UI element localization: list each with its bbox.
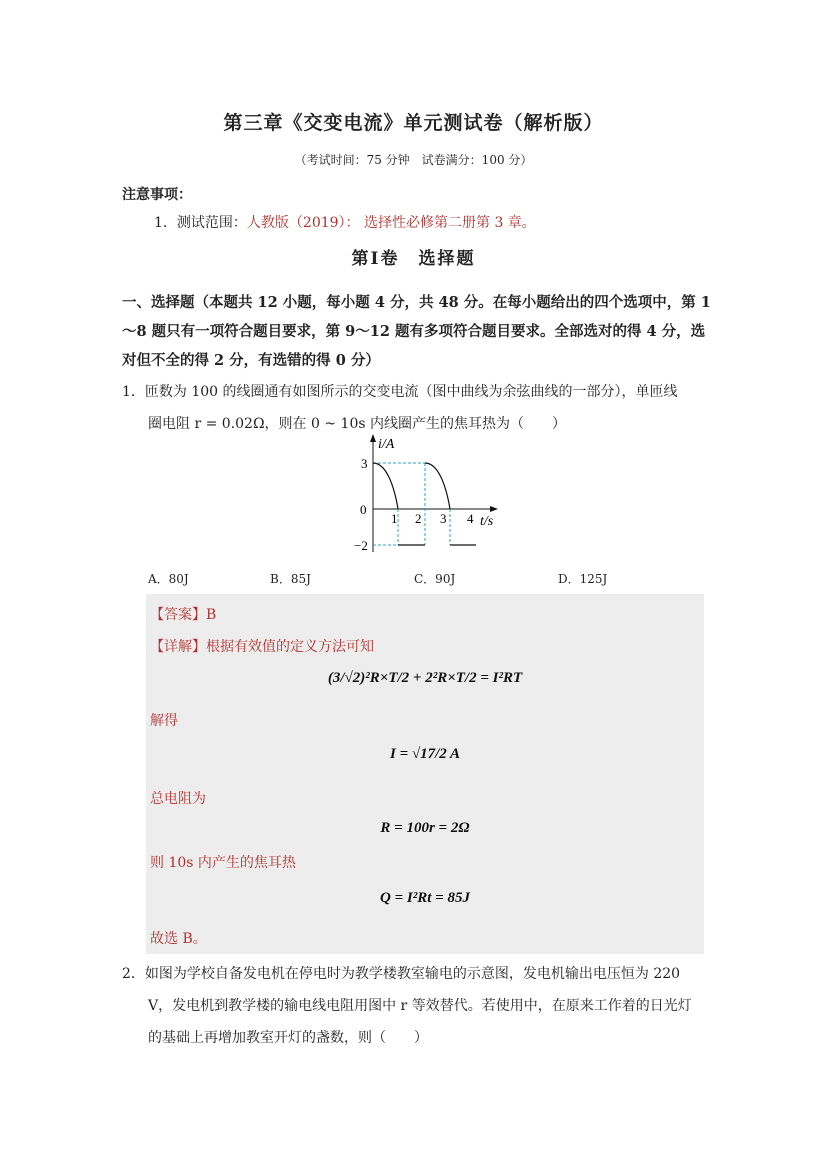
answer-box [146,594,704,954]
origin-label: 0 [360,502,367,517]
resistance-label: 总电阻为 [150,791,206,807]
option-a: A．80J [148,572,189,586]
option-c: C．90J [414,572,456,586]
x-axis-arrow [490,506,498,512]
y-axis-label: i/A [378,437,395,452]
y-axis-arrow [370,434,376,442]
page-title: 第三章《交变电流》单元测试卷（解析版） [223,112,604,134]
question-2-line-3: 的基础上再增加教室开灯的盏数，则（ ） [148,1030,428,1046]
y-tick-neg2: −2 [354,538,368,553]
test-scope [154,212,536,232]
x-tick-2: 2 [415,511,422,526]
section-title: 第Ⅰ卷 选择题 [351,249,476,269]
x-tick-3: 3 [440,511,447,526]
notice-label: 注意事项： [122,187,192,203]
heat-label: 则 10s 内产生的焦耳热 [150,855,296,871]
question-2 [122,958,712,1054]
option-d: D．125J [558,572,608,586]
question-1-line-2: 圈电阻 r = 0.02Ω，则在 0 ~ 10s 内线圈产生的焦耳热为（ ） [148,416,566,432]
current-time-graph [340,430,520,560]
x-tick-1: 1 [391,511,398,526]
detail-line: 【详解】根据有效值的定义方法可知 [150,639,374,655]
answer-line: 【答案】B [150,607,217,623]
formula-heat: Q = I²Rt = 85J [380,890,470,906]
cosine-segment-1 [373,463,398,509]
solve-label: 解得 [150,713,178,729]
y-tick-3: 3 [361,456,368,471]
conclusion: 故选 B。 [150,931,207,947]
cosine-segment-2 [425,463,450,509]
question-2-line-2: V，发电机到教学楼的输电线电阻用图中 r 等效替代。若使用中，在原来工作着的日光灯 [148,998,692,1014]
part-heading: 一、选择题（本题共 12 小题，每小题 4 分，共 48 分。在每小题给出的四个选项中，第 1～8 题只有一项符合题目要求，第 9～12 题有多项符合题目要求。全部选对的得 4 分，选对但不全的得 2 分，有选错的得 0 分） [122,294,711,369]
x-axis-label: t/s [480,514,494,529]
exam-info: （考试时间：75 分钟 试卷满分：100 分） [294,153,533,167]
formula-current: I = √17/2 A [390,746,460,762]
x-tick-4: 4 [467,511,474,526]
option-b: B．85J [270,572,311,586]
formula-effective-value: (3/√2)²R×T/2 + 2²R×T/2 = I²RT [327,670,523,686]
formula-resistance: R = 100r = 2Ω [380,820,470,836]
scope-value: 人教版（2019）： 选择性必修第二册第 3 章。 [246,215,536,231]
question-2-line-1: 2．如图为学校自备发电机在停电时为教学楼教室输电的示意图，发电机输出电压恒为 220 [122,966,681,982]
scope-prefix: 1．测试范围： [154,215,247,231]
question-1-line-1: 1．匝数为 100 的线圈通有如图所示的交变电流（图中曲线为余弦曲线的一部分），单匝线 [122,384,678,400]
